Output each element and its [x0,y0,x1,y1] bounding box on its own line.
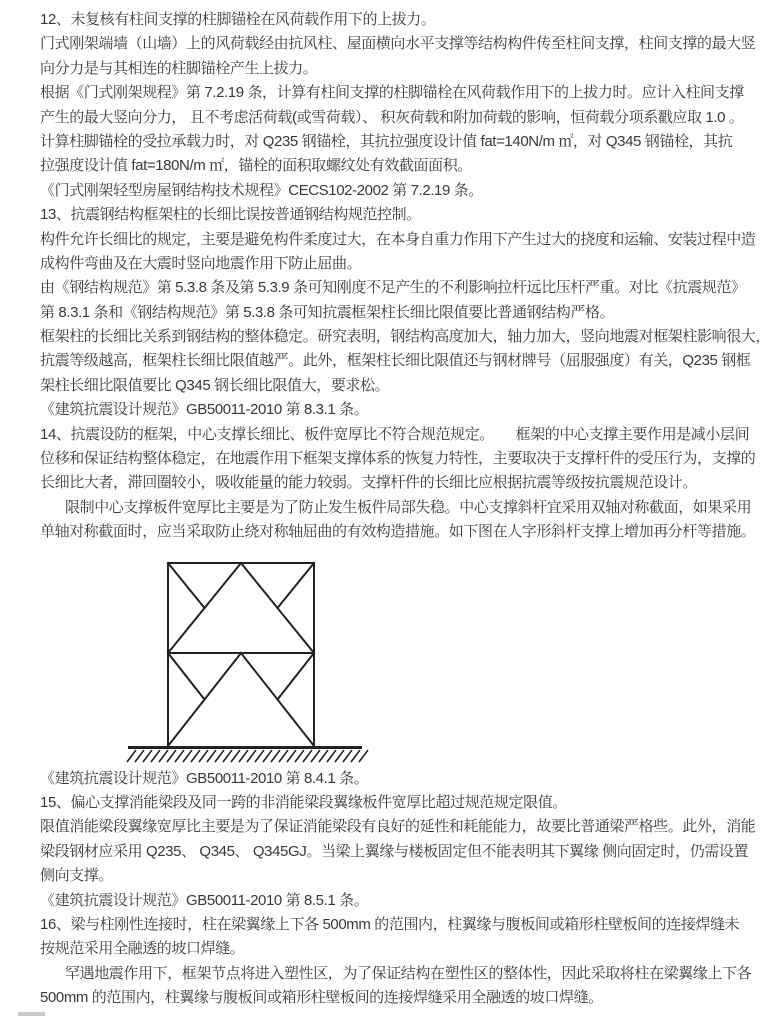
doc-line: 《门式刚架轻型房屋钢结构技术规程》CECS102-2002 第 7.2.19 条。 [40,181,483,199]
doc-line: 第 8.3.1 条和《钢结构规范》第 5.3.8 条可知抗震框架柱长细比限值要比普通钢结构严格。 [40,303,615,321]
doc-line: 12、未复核有柱间支撑的柱脚锚栓在风荷载作用下的上拔力。 [40,11,436,28]
doc-line: 单轴对称截面时，应当采取防止绕对称轴屈曲的有效构造措施。如下图在人字形斜杆支撑上增加再分杆等措施。 [40,523,756,541]
doc-line: 14、抗震设防的框架，中心支撑长细比、板件宽厚比不符合规范规定。 框架的中心支撑主要作用是减小层间 [40,425,750,443]
doc-line: 长细比大者，滞回圈较小，吸收能量的能力较弱。支撑杆件的长细比应根据抗震等级按抗震规范设计。 [40,474,698,492]
doc-line: 门式刚架端墙（山墙）上的风荷载经由抗风柱、屋面横向水平支撑等结构构件传至柱间支撑，柱间支撑的最大竖 [40,35,756,53]
document-body [40,8,771,1011]
doc-line: 抗震等级越高，框架柱长细比限值越严。此外，框架柱长细比限值还与钢材牌号（屈服强度）有关，Q235 钢框 [40,352,751,370]
doc-line: 梁段钢材应采用 Q235、 Q345、 Q345GJ。当梁上翼缘与楼板固定但不能表明其下翼缘 侧向固定时，仍需设置 [40,842,749,860]
ground-hatching [127,750,368,762]
doc-line: 限值消能梁段翼缘宽厚比主要是为了保证消能梁段有良好的延性和耗能能力，故要比普通梁严格些。此外，消能 [40,818,756,836]
doc-line: 产生的最大竖向分力， 且不考虑活荷载(或雪荷载）、 积灰荷载和附加荷载的影响，恒荷载分项系戳应取 1.0 。 [40,108,744,126]
doc-line: 《建筑抗震设计规范》GB50011-2010 第 8.5.1 条。 [40,891,369,909]
lower-left-subdivision-line [168,653,205,700]
doc-line: 构件允许长细比的规定，主要是避免构件柔度过大，在本身自重力作用下产生过大的挠度和运输、安装过程中造 [40,230,756,248]
upper-right-subdivision-line [278,563,315,608]
page-edge-artifact [18,1012,45,1016]
doc-line: 成构件弯曲及在大震时竖向地震作用下防止屈曲。 [40,254,362,272]
lower-right-subdivision-line [278,653,315,700]
doc-line: 15、偏心支撑消能梁段及同一跨的非消能梁段翼缘板件宽厚比超过规范规定限值。 [40,793,567,811]
doc-line: 侧向支撑。 [40,867,114,885]
doc-line: 罕遇地震作用下，框架节点将进入塑性区，为了保证结构在塑性区的整体性，因此采取将柱在梁翼缘上下各 [65,964,752,982]
doc-line: 13、抗震钢结构框架柱的长细比误按普通钢结构规范控制。 [40,206,421,224]
doc-line: 由《钢结构规范》第 5.3.8 条及第 5.3.9 条可知刚度不足产生的不利影响拉杆远比压杆严重。对比《抗震规范》 [40,279,746,297]
doc-line: 16、梁与柱刚性连接时，柱在梁翼缘上下各 500mm 的范围内，柱翼缘与腹板间或箱形柱壁板间的连接焊缝未 [40,915,740,933]
doc-line: 根据《门式刚架规程》第 7.2.19 条，计算有柱间支撑的柱脚锚栓在风荷载作用下的上拔力时。应计入柱间支撑 [40,84,744,102]
doc-line: 架柱长细比限值要比 Q345 钢长细比限值大，要求松。 [40,376,390,394]
doc-line: 框架柱的长细比关系到钢结构的整体稳定。研究表明，钢结构高度加大，轴力加大，竖向地震对框架柱影响很大， [40,328,771,346]
doc-line: 计算柱脚锚栓的受拉承载力时，对 Q235 钢锚栓，其抗拉强度设计值 fat=140N/m ㎡，对 Q345 钢锚栓，其抗 [40,132,733,150]
doc-line: 向分力是与其相连的柱脚锚栓产生上拔力。 [40,59,318,77]
doc-line: 限制中心支撑板件宽厚比主要是为了防止发生板件局部失稳。中心支撑斜杆宜采用双轴对称截面，如果采用 [65,498,752,516]
doc-line: 《建筑抗震设计规范》GB50011-2010 第 8.3.1 条。 [40,401,369,419]
upper-left-subdivision-line [168,563,205,608]
doc-line: 500mm 的范围内，柱翼缘与腹板间或箱形柱壁板间的连接焊缝采用全融透的坡口焊缝。 [40,989,603,1007]
doc-line: 《建筑抗震设计规范》GB50011-2010 第 8.4.1 条。 [40,769,369,787]
braced-frame-diagram [40,545,756,767]
braced-frame-diagram-svg [120,545,380,767]
doc-line: 拉强度设计值 fat=180N/m ㎡，锚栓的面积取螺纹处有效截面面积。 [40,157,472,175]
doc-line: 按规范采用全融透的坡口焊缝。 [40,940,245,958]
doc-line: 位移和保证结构整体稳定，在地震作用下框架支撑体系的恢复力特性，主要取决于支撑杆件的受压行为，支撑的 [40,450,756,468]
